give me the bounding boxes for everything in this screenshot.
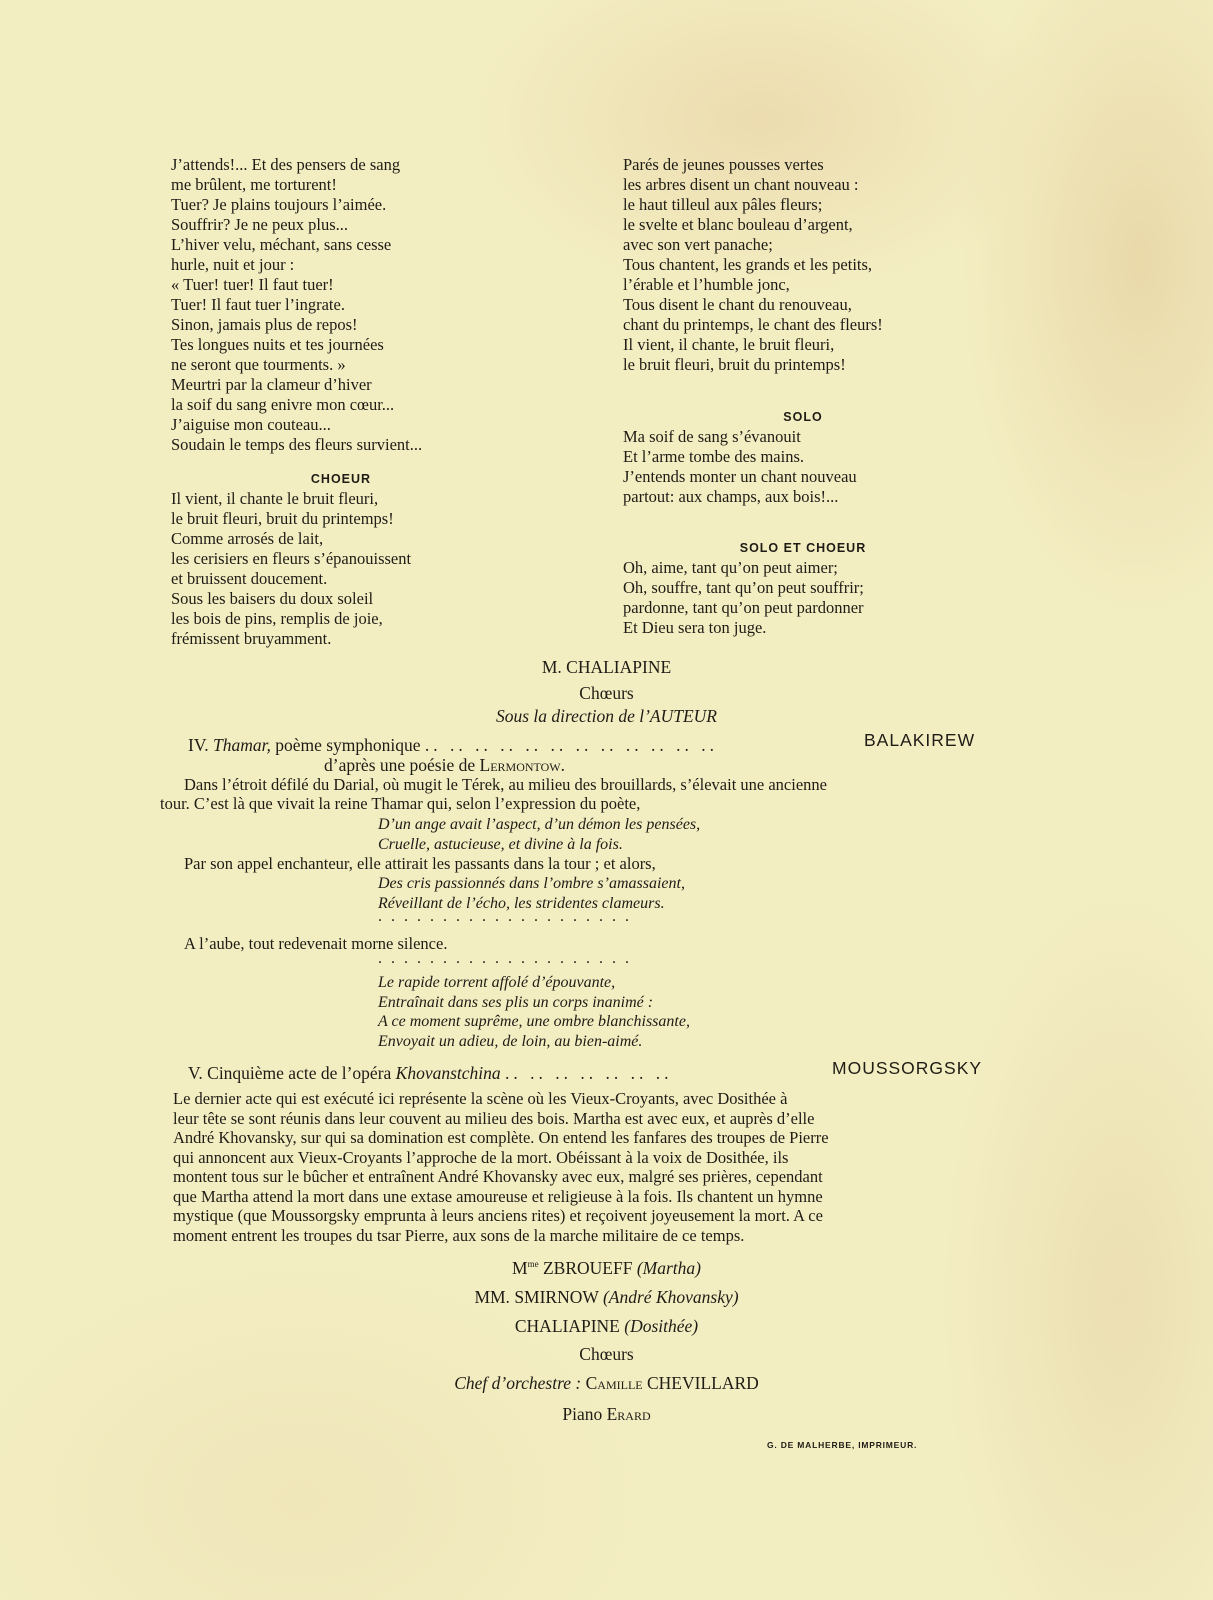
poem-line: me brûlent, me torturent! [171,175,337,194]
poem-line: pardonne, tant qu’on peut pardonner [623,598,864,617]
poem-line: Tous chantent, les grands et les petits, [623,255,873,274]
poem-line: Oh, aime, tant qu’on peut aimer; [623,558,838,577]
piano-line [0,1404,1213,1425]
poem-line: Tuer! Il faut tuer l’ingrate. [171,295,345,314]
item-iv-para1-line1: Dans l’étroit défilé du Darial, où mugit le Térek, au milieu des brouillards, s’élevait une ancienne [184,775,827,794]
credit-chorus: Chœurs [579,683,634,703]
description-line: que Martha attend la mort dans une extase amoureuse et religieuse à la fois. Ils chantent un hymne [173,1186,823,1206]
poem-line: J’aiguise mon couteau... [171,415,331,434]
cast-m-prefix: M [512,1258,528,1278]
description-line: leur tête se sont réunis dans leur couvent au milieu des bois. Martha est avec eux, et auprès d’elle [173,1108,815,1128]
cast-zbroueff-role: (Martha) [636,1258,701,1278]
cast-chaliapine [0,1316,1213,1337]
poem-line: Parés de jeunes pousses vertes [623,155,824,174]
conductor-label: Chef d’orchestre : [454,1373,582,1393]
item-iv-composer: BALAKIREW [864,730,976,750]
item-v-number: V. [188,1063,203,1083]
poem-line: Sous les baisers du doux soleil [171,589,374,608]
item-iv-title-italic: Thamar, [212,735,271,755]
cast-smirnow [0,1287,1213,1308]
poem-line: L’hiver velu, méchant, sans cesse [171,235,392,254]
item-iv-dot-row-1: .................... [378,908,638,925]
cast-smirnow-name: SMIRNOW [514,1287,599,1307]
description-line: Le dernier acte qui est exécuté ici représente la scène où les Vieux-Croyants, avec Dosithée à [173,1089,788,1108]
item-iv-para1-line2: tour. C’est là que vivait la reine Thamar qui, selon l’expression du poète, [160,794,641,813]
poem-line: le svelte et blanc bouleau d’argent, [623,215,853,234]
poem-line: l’érable et l’humble jonc, [623,275,790,294]
verse-line: Entraînait dans ses plis un corps inanimé : [378,993,654,1011]
item-iv-dot-row-2: .................... [378,950,638,967]
credit-singer: M. CHALIAPINE [541,657,672,677]
poem-line: Tes longues nuits et tes journées [171,335,384,354]
solo-choeur-lines [623,558,983,638]
poem-line: « Tuer! tuer! Il faut tuer! [171,275,334,294]
verse-line: Le rapide torrent affolé d’épouvante, [378,974,616,991]
poem-line: Oh, souffre, tant qu’on peut souffrir; [623,578,864,597]
conductor-first-name: Camille [585,1373,643,1393]
poem-line: Il vient, il chante, le bruit fleuri, [623,335,835,354]
poem-right-lines [623,155,983,375]
description-line: moment entrent les troupes du tsar Pierre, aux sons de la marche militaire de ce temps. [173,1225,745,1245]
poem-line: Ma soif de sang s’évanouit [623,427,801,446]
poem-line: chant du printemps, le chant des fleurs! [623,315,883,334]
verse-line: Envoyait un adieu, de loin, au bien-aimé. [378,1032,643,1050]
item-iv-verse1 [378,815,700,854]
poem-line: Et Dieu sera ton juge. [623,618,767,637]
poem-line: Souffrir? Je ne peux plus... [171,215,349,234]
poem-line: les cerisiers en fleurs s’épanouissent [171,549,412,568]
item-iv-subtitle [324,755,565,776]
item-v-composer: MOUSSORGSKY [832,1058,983,1078]
poem-line: Soudain le temps des fleurs survient... [171,435,423,454]
item-iv-para2: Par son appel enchanteur, elle attirait les passants dans la tour ; et alors, [184,854,656,873]
poem-line: les arbres disent un chant nouveau : [623,175,859,194]
description-line: André Khovansky, sur qui sa domination est complète. On entend les fanfares des troupes de Pierre [173,1128,829,1147]
printer-imprint: G. DE MALHERBE, IMPRIMEUR. [767,1440,918,1450]
item-v-title-italic: Khovanstchina [395,1063,501,1083]
poem-line: Sinon, jamais plus de repos! [171,315,358,334]
poem-left-column [171,155,511,649]
verse-line: D’un ange avait l’aspect, d’un démon les pensées, [378,816,701,833]
cast-chorus: Chœurs [579,1344,634,1364]
credit-direction [0,706,1213,727]
poem-left-lines [171,155,511,455]
item-iv-para3: A l’aube, tout redevenait morne silence. [184,934,448,953]
poem-line: Il vient, il chante le bruit fleuri, [171,489,379,508]
poem-line: Meurtri par la clameur d’hiver [171,375,372,394]
poem-line: Tuer? Je plains toujours l’aimée. [171,195,387,214]
item-iv-subtitle-author: Lermontow. [479,755,566,775]
piano-brand: Erard [606,1404,651,1424]
item-iv-subtitle-text: d’après une poésie de [324,755,476,775]
poem-line: hurle, nuit et jour : [171,255,295,274]
poem-right-column [623,155,983,638]
poem-line: Comme arrosés de lait, [171,529,324,548]
conductor-last-name: CHEVILLARD [646,1373,759,1393]
poem-line: le bruit fleuri, bruit du printemps! [623,355,846,374]
solo-heading: SOLO [783,410,823,424]
conductor-line [0,1373,1213,1394]
direction-label: Sous la direction de [495,706,635,726]
poem-line: le haut tilleul aux pâles fleurs; [623,195,823,214]
verse-line: Cruelle, astucieuse, et divine à la fois. [378,835,623,853]
poem-line: frémissent bruyamment. [171,629,332,648]
poem-line: et bruissent doucement. [171,569,328,588]
item-iv-number: IV. [188,735,209,755]
poem-line: avec son vert panache; [623,235,773,254]
cast-chaliapine-role: (Dosithée) [624,1316,699,1336]
description-line: qui annoncent aux Vieux-Croyants l’approche de la mort. Obéissant à la voix de Dosithée, ils [173,1147,789,1167]
solo-choeur-heading: SOLO ET CHOEUR [739,541,867,555]
cast-m-sup: me [527,1259,539,1270]
poem-line: J’attends!... Et des pensers de sang [171,155,401,174]
item-iv-title-rest: poème symphonique [275,735,421,755]
poem-line: J’entends monter un chant nouveau [623,467,857,486]
item-v-leader-dots: .. .. .. .. .. .. .. [505,1063,673,1083]
item-iv-title [188,735,718,756]
poem-line: ne seront que tourments. » [171,355,346,374]
poem-line: partout: aux champs, aux bois!... [623,487,839,506]
description-line: montent tous sur le bûcher et entraînent André Khovansky avec eux, malgré ses prières, cependant [173,1167,823,1186]
cast-zbroueff [0,1258,1213,1279]
item-iv-leader-dots: .. .. .. .. .. .. .. .. .. .. .. .. [424,735,719,755]
verse-line: Des cris passionnés dans l’ombre s’amassaient, [378,875,685,892]
cast-zbroueff-name: ZBROUEFF [542,1258,633,1278]
poem-line: les bois de pins, remplis de joie, [171,609,383,628]
choeur-heading: CHOEUR [310,472,372,486]
poem-line: Et l’arme tombe des mains. [623,447,804,466]
verse-line: Réveillant de l’écho, les stridentes clameurs. [378,894,665,912]
poem-line: le bruit fleuri, bruit du printemps! [171,509,394,528]
verse-line: A ce moment suprême, une ombre blanchissante, [378,1013,690,1030]
cast-smirnow-role: (André Khovansky) [602,1287,739,1307]
description-line: mystique (que Moussorgsky emprunta à leurs anciens rites) et reçoivent joyeusement la mort. A ce [173,1206,823,1225]
piano-label: Piano [562,1404,603,1424]
item-v-description [173,1089,1006,1245]
cast-mm-prefix: MM. [474,1287,510,1307]
choeur-lines [171,489,511,649]
item-v-title-rest: Cinquième acte de l’opéra [207,1063,392,1083]
solo-lines [623,427,983,507]
item-iv-verse3 [378,973,690,1051]
direction-name: l’AUTEUR [639,706,717,726]
item-v-title [188,1063,673,1084]
poem-line: la soif du sang enivre mon cœur... [171,395,395,414]
cast-chaliapine-name: CHALIAPINE [514,1316,620,1336]
poem-line: Tous disent le chant du renouveau, [623,295,852,314]
